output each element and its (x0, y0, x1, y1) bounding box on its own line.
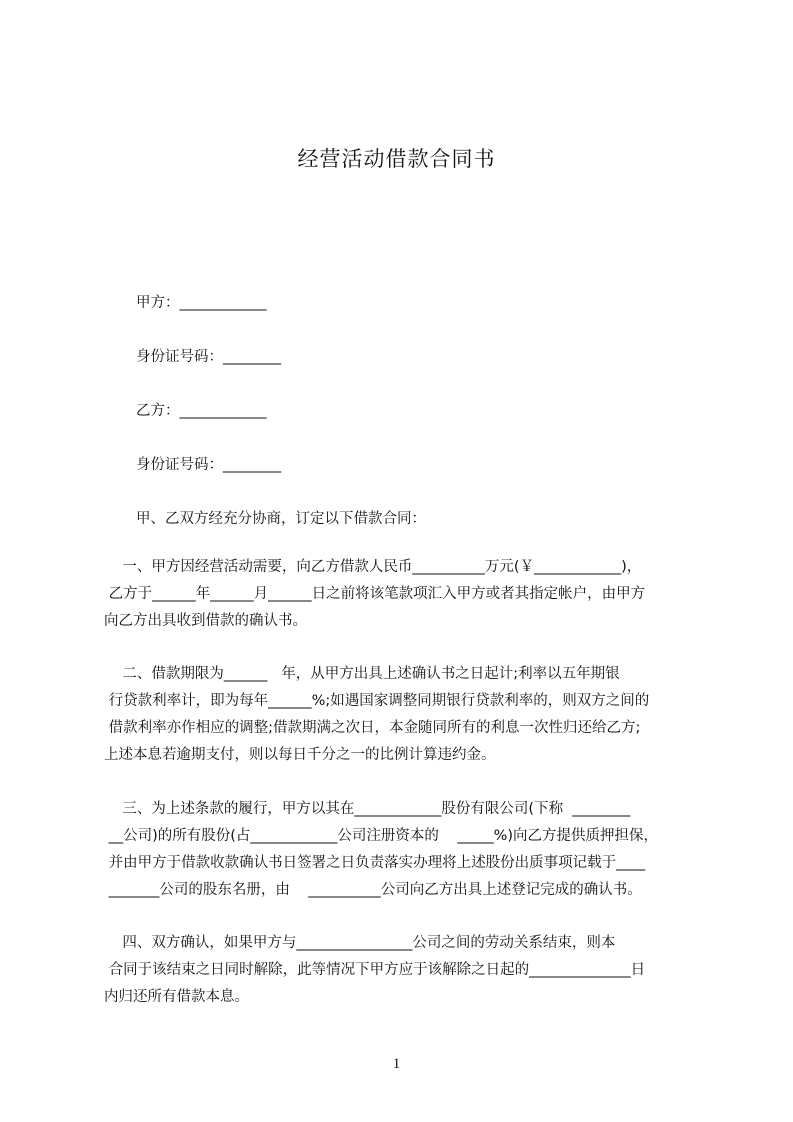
clause-4-line: 四、双方确认，如果甲方与________________公司之间的劳动关系结束，则本 (104, 935, 616, 951)
clause-3-line: _______公司的股东名册，由 __________公司向乙方出具上述登记完成的确认书。 (104, 882, 642, 898)
clause-1-line: 一、甲方因经营活动需要，向乙方借款人民币__________万元(￥____________)， (104, 559, 642, 575)
party-a-field: 甲方：____________ (136, 295, 267, 311)
document-title: 经营活动借款合同书 (297, 147, 496, 171)
page-number: 1 (392, 1056, 401, 1072)
clause-2-line: 二、借款期限为______ 年，从甲方出具上述确认书之日起计;利率以五年期银 (104, 666, 620, 682)
clause-4 (104, 930, 700, 1011)
clause-2-line: 上述本息若逾期支付，则以每日千分之一的比例计算违约金。 (104, 747, 496, 763)
clause-1 (104, 554, 700, 635)
clause-4-line: 合同于该结束之日同时解除，此等情况下甲方应于该解除之日起的______________日 (104, 962, 646, 978)
clause-3-line: 三、为上述条款的履行，甲方以其在____________股份有限公司(下称 ________ (104, 801, 631, 817)
contract-intro: 甲、乙双方经充分协商，订定以下借款合同： (136, 511, 426, 527)
clause-2 (104, 661, 700, 769)
clause-2-line: 借款利率亦作相应的调整;借款期满之次日，本金随同所有的利息一次性归还给乙方; (104, 720, 641, 736)
clause-2-line: 行贷款利率计，即为每年______%;如遇国家调整同期银行贷款利率的，则双方之间的 (104, 693, 650, 709)
clause-1-line: 向乙方出具收到借款的确认书。 (104, 613, 307, 629)
clause-1-line: 乙方于______年______月______日之前将该笔款项汇入甲方或者其指定帐户，由甲方 (104, 586, 646, 602)
clause-3-line: 并由甲方于借款收款确认书日签署之日负责落实办理将上述股份出质事项记载于____ (104, 855, 646, 871)
party-b-field: 乙方：____________ (136, 403, 267, 419)
clause-3-line: __公司)的所有股份(占____________公司注册资本的 _____%)向乙方提供质押担保， (104, 828, 659, 844)
clause-3 (104, 796, 700, 904)
party-a-id-field: 身份证号码：________ (136, 349, 281, 365)
clause-4-line: 内归还所有借款本息。 (104, 989, 249, 1005)
party-b-id-field: 身份证号码：________ (136, 457, 281, 473)
